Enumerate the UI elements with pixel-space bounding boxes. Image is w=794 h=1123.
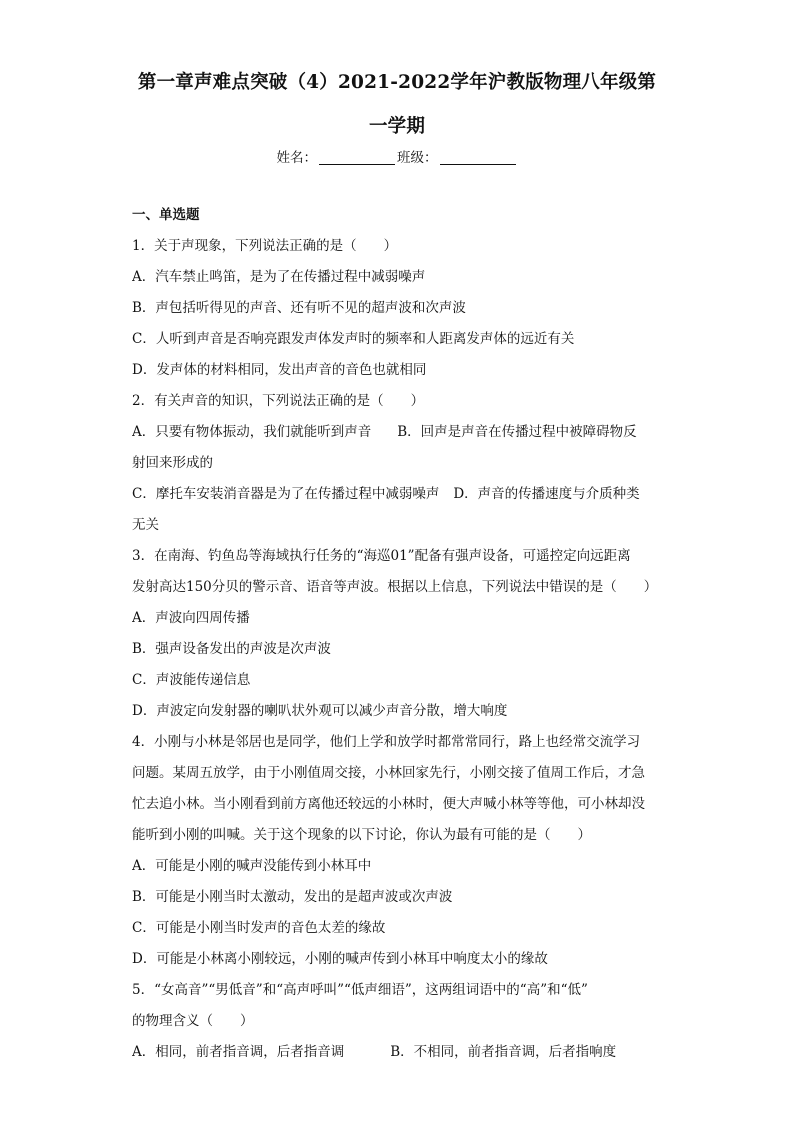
question-3-stem-line-1: 3．在南海、钓鱼岛等海域执行任务的“海巡01”配备有强声设备，可遥控定向远距离 — [132, 548, 631, 564]
question-2-option-b-continued: 射回来形成的 — [132, 455, 213, 471]
question-2-options-row-2 — [132, 448, 672, 479]
question-2-stem: 2．有关声音的知识，下列说法正确的是（ ） — [132, 393, 425, 409]
question-3-option-b: B．强声设备发出的声波是次声波 — [132, 641, 331, 657]
question-2-option-d: D．声音的传播速度与介质种类 — [453, 486, 640, 502]
question-1-stem: 1．关于声现象，下列说法正确的是（ ） — [132, 238, 398, 254]
question-3-option-d: D．声波定向发射器的喇叭状外观可以减少声音分散，增大响度 — [132, 703, 508, 719]
question-4-option-a: A．可能是小刚的喊声没能传到小林耳中 — [132, 858, 372, 874]
question-5-stem-line-1: 5．“女高音”“男低音”和“高声呼叫”“低声细语”，这两组词语中的“高”和“低” — [132, 982, 588, 998]
class-label: 班级： — [397, 150, 438, 166]
question-4-option-d: D．可能是小林离小刚较远，小刚的喊声传到小林耳中响度太小的缘故 — [132, 951, 548, 967]
question-2-option-d-continued: 无关 — [132, 517, 159, 533]
question-2-option-a: A．只要有物体振动，我们就能听到声音 — [132, 424, 372, 440]
question-2-option-b: B．回声是声音在传播过程中被障碍物反 — [397, 424, 637, 440]
question-3-option-c: C．声波能传递信息 — [132, 672, 251, 688]
question-5-option-b: B．不相同，前者指音调，后者指响度 — [390, 1044, 617, 1060]
document-title-line-1: 第一章声难点突破（4）2021-2022学年沪教版物理八年级第 — [137, 72, 657, 93]
question-1-option-a: A．汽车禁止鸣笛，是为了在传播过程中减弱噪声 — [132, 269, 426, 285]
question-5-stem-line-2: 的物理含义（ ） — [132, 1013, 254, 1029]
question-content — [132, 200, 672, 1068]
question-3-option-a: A．声波向四周传播 — [132, 610, 250, 626]
name-label: 姓名： — [276, 150, 317, 166]
question-5-option-a: A．相同，前者指音调，后者指音调 — [132, 1044, 345, 1060]
question-4-stem-line-4: 能听到小刚的叫喊。关于这个现象的以下讨论，你认为最有可能的是（ ） — [132, 827, 591, 843]
question-4-stem-line-3: 忙去追小林。当小刚看到前方离他还较远的小林时，便大声喊小林等等他，可小林却没 — [132, 796, 645, 812]
student-info — [0, 146, 794, 166]
question-1-option-d: D．发声体的材料相同，发出声音的音色也就相同 — [132, 362, 427, 378]
question-3-stem-line-2: 发射高达150分贝的警示音、语音等声波。根据以上信息，下列说法中错误的是（ ） — [132, 579, 658, 595]
name-blank[interactable] — [319, 150, 395, 165]
section-heading: 一、单选题 — [132, 207, 200, 223]
class-blank[interactable] — [440, 150, 516, 165]
question-2-options-row-4 — [132, 510, 672, 541]
question-1-option-b: B．声包括听得见的声音、还有听不见的超声波和次声波 — [132, 300, 466, 316]
question-1-option-c: C．人听到声音是否响亮跟发声体发声时的频率和人距离发声体的远近有关 — [132, 331, 575, 347]
question-5-options-row-1 — [132, 1037, 672, 1068]
document-title-line-2: 一学期 — [368, 116, 426, 137]
question-4-stem-line-2: 问题。某周五放学，由于小刚值周交接，小林回家先行，小刚交接了值周工作后，才急 — [132, 765, 645, 781]
question-4-option-b: B．可能是小刚当时太激动，发出的是超声波或次声波 — [132, 889, 453, 905]
question-4-stem-line-1: 4．小刚与小林是邻居也是同学，他们上学和放学时都常常同行，路上也经常交流学习 — [132, 734, 641, 750]
question-2-option-c: C．摩托车安装消音器是为了在传播过程中减弱噪声 — [132, 486, 440, 502]
question-2-options-row-3 — [132, 479, 672, 510]
question-4-option-c: C．可能是小刚当时发声的音色太差的缘故 — [132, 920, 386, 936]
question-2-options-row-1 — [132, 417, 672, 448]
